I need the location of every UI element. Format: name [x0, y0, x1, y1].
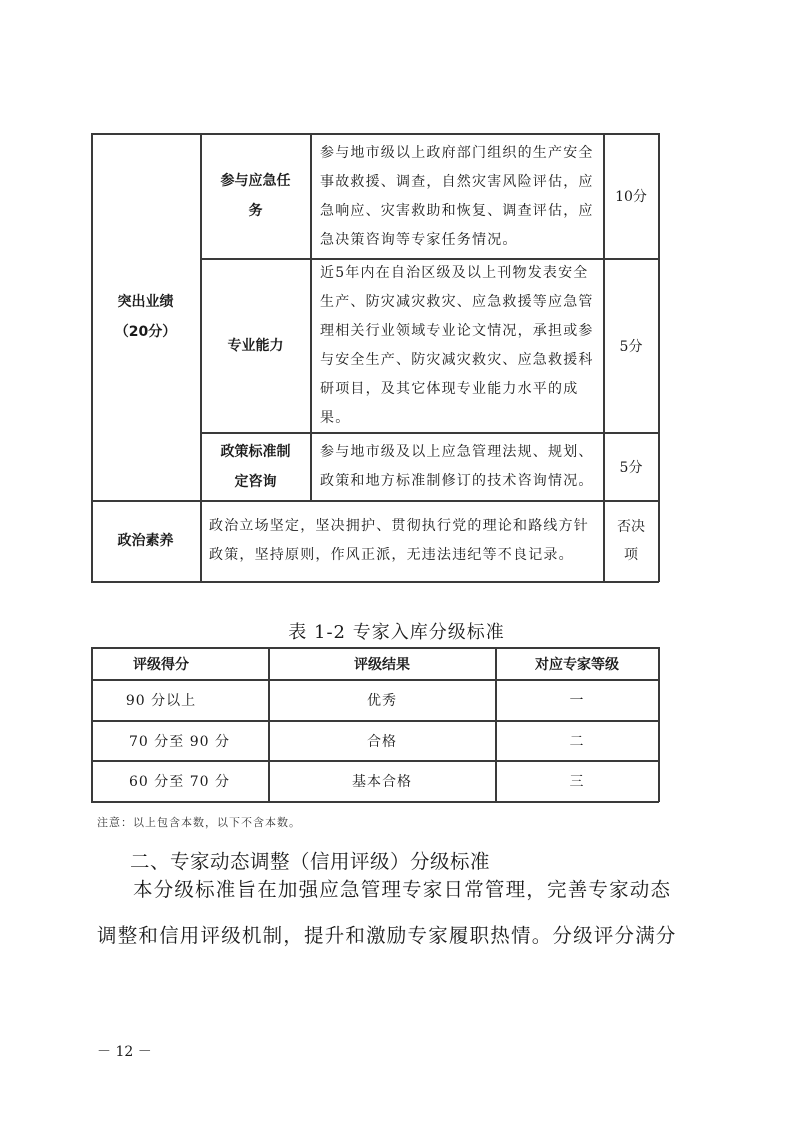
item-label-line: 定咨询 [234, 473, 277, 490]
item-emergency-tasks [201, 133, 310, 258]
score-emergency-tasks: 10分 [615, 188, 647, 205]
expert-grading-table [91, 647, 659, 802]
table-note: 注意：以上包含本数，以下不含本数。 [97, 816, 301, 829]
item-professional-ability: 专业能力 [227, 337, 284, 354]
table-border [91, 581, 659, 583]
page-number: － 12 － [97, 1044, 152, 1060]
table-border [658, 647, 660, 802]
cell-result: 基本合格 [352, 774, 412, 790]
score-political-quality: 否决项 [617, 519, 645, 563]
cell-result: 合格 [367, 733, 397, 750]
score-policy-standards: 5分 [619, 459, 643, 476]
item-label-line: 政策标准制 [220, 443, 291, 460]
cell-score: 60 分至 70 分 [129, 774, 230, 790]
cell-level: 三 [569, 774, 585, 790]
cell-level: 一 [569, 693, 585, 709]
item-policy-standards [201, 433, 310, 500]
body-paragraph-line: 调整和信用评级机制，提升和激励专家履职热情。分级评分满分 [97, 924, 677, 947]
cell-score: 70 分至 90 分 [129, 733, 230, 750]
table-border [91, 801, 659, 803]
description-emergency-tasks: 参与地市级以上政府部门组织的生产安全事故救援、调查，自然灾害风险评估，应急响应、灾害救助和恢复、调查评估，应急决策咨询等专家任务情况。 [320, 144, 594, 248]
description-policy-standards: 参与地市级及以上应急管理法规、规划、政策和地方标准制修订的技术咨询情况。 [320, 443, 594, 489]
category-outstanding-performance: 突出业绩 （20分） [114, 293, 177, 340]
header-score: 评级得分 [133, 656, 189, 673]
item-label-line: 参与应急任 [220, 172, 291, 189]
table-border [658, 133, 660, 582]
cell-level: 二 [569, 733, 585, 750]
expert-score-table-continued [91, 133, 659, 582]
cell-score: 90 分以上 [125, 693, 197, 709]
body-paragraph-line: 本分级标准旨在加强应急管理专家日常管理，完善专家动态 [133, 878, 672, 901]
category-political-quality: 政治素养 [117, 533, 174, 549]
header-level: 对应专家等级 [535, 656, 619, 673]
cell-result: 优秀 [367, 693, 397, 709]
item-label-line: 务 [248, 202, 263, 219]
description-political-quality: 政治立场坚定，坚决拥护、贯彻执行党的理论和路线方针政策，坚持原则，作风正派，无违法违纪等不良记录。 [209, 518, 589, 563]
score-professional-ability: 5分 [619, 338, 643, 355]
description-professional-ability: 近5年内在自治区级及以上刊物发表安全生产、防灾减灾救灾、应急救援等应急管理相关行业领域专业论文情况，承担或参与安全生产、防灾减灾救灾、应急救援科研项目，及其它体现专业能力水平的成果。 [320, 265, 594, 426]
table-caption: 表 1-2 专家入库分级标准 [288, 622, 505, 643]
section-heading: 二、专家动态调整（信用评级）分级标准 [130, 850, 491, 873]
header-result: 评级结果 [354, 656, 410, 673]
